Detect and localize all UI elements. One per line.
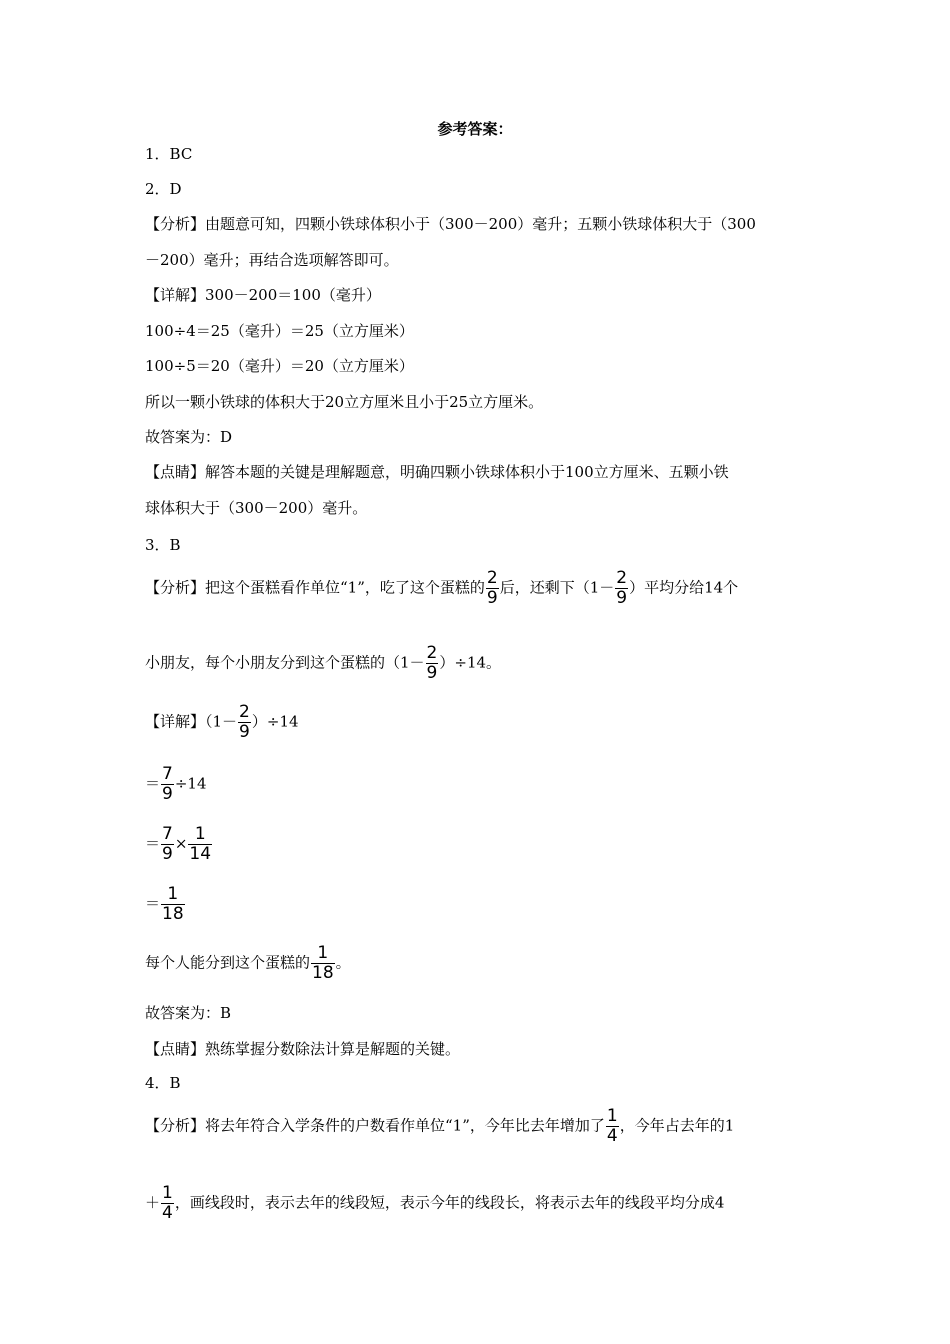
q2-analysis-line1: 【分析】由题意可知，四颗小铁球体积小于（300－200）毫升；五颗小铁球体积大于（300 [145, 215, 756, 233]
fraction-numerator: 1 [188, 825, 212, 845]
fraction-denominator: 4 [606, 1126, 618, 1146]
fraction-one-quarter [161, 1184, 174, 1223]
q3-analysis-text-c: ）平均分给14个 [629, 578, 739, 597]
q3-detail-text-a: 【详解】（1－ [145, 712, 238, 731]
q3-conclusion: 故答案为：B [145, 1004, 232, 1022]
q3-line2-text-b: ）÷14。 [439, 653, 502, 672]
fraction-one-quarter [606, 1107, 619, 1146]
fraction-denominator: 18 [162, 904, 184, 924]
q2-analysis-line2: －200）毫升；再结合选项解答即可。 [145, 251, 399, 269]
fraction-numerator: 1 [606, 1106, 618, 1126]
q2-tip-line1: 【点睛】解答本题的关键是理解题意，明确四颗小铁球体积小于100立方厘米、五颗小铁 [145, 463, 729, 481]
fraction-two-ninths [238, 703, 251, 742]
fraction-seven-ninths [161, 825, 174, 864]
fraction-denominator: 9 [162, 844, 173, 864]
q3-tip: 【点睛】熟练掌握分数除法计算是解题的关键。 [145, 1040, 461, 1058]
q2-tip-line2: 球体积大于（300－200）毫升。 [145, 499, 368, 517]
page-title: 参考答案： [437, 120, 513, 138]
q4-analysis-line2 [145, 1184, 724, 1223]
q3-result-text-a: 每个人能分到这个蛋糕的 [145, 953, 311, 972]
q3-result [145, 944, 351, 983]
q4-analysis-line1 [145, 1107, 734, 1146]
fraction-numerator: 7 [162, 824, 173, 844]
fraction-numerator: 2 [426, 643, 438, 663]
fraction-denominator: 9 [239, 722, 250, 742]
q3-analysis-text-b: 后，还剩下（1－ [499, 578, 615, 597]
q3-analysis-line2 [145, 644, 501, 683]
fraction-denominator: 4 [162, 1203, 173, 1223]
q4-analysis-text-a: 【分析】将去年符合入学条件的户数看作单位“1”，今年比去年增加了 [145, 1116, 605, 1135]
equals-sign: ＝ [145, 834, 161, 853]
fraction-seven-ninths [161, 765, 174, 804]
fraction-denominator: 9 [486, 588, 498, 608]
q4-line2-text-a: ＋ [145, 1193, 161, 1212]
q2-detail-line4: 所以一颗小铁球的体积大于20立方厘米且小于25立方厘米。 [145, 393, 544, 411]
q1-answer: 1．BC [145, 145, 193, 163]
fraction-two-ninths [486, 569, 499, 608]
q3-step1 [145, 765, 207, 804]
q4-line2-text-b: ，画线段时，表示去年的线段短，表示今年的线段长，将表示去年的线段平均分成4 [174, 1193, 725, 1212]
q4-answer: 4．B [145, 1074, 181, 1092]
fraction-denominator: 9 [426, 663, 438, 683]
fraction-two-ninths [426, 644, 439, 683]
fraction-numerator: 7 [162, 764, 173, 784]
q3-step3 [145, 885, 186, 924]
fraction-one-eighteenth [161, 885, 185, 924]
q3-analysis-line1 [145, 569, 738, 608]
fraction-denominator: 9 [162, 784, 173, 804]
q4-analysis-text-b: ，今年占去年的1 [619, 1116, 735, 1135]
equals-sign: ＝ [145, 894, 161, 913]
q2-conclusion: 故答案为：D [145, 428, 233, 446]
q3-detail-text-b: ）÷14 [251, 712, 299, 731]
fraction-denominator: 14 [189, 844, 212, 864]
fraction-one-eighteenth [311, 944, 335, 983]
q2-detail-line1: 【详解】300－200＝100（毫升） [145, 286, 381, 304]
q3-step1-tail: ÷14 [174, 774, 207, 793]
q3-line2-text-a: 小朋友，每个小朋友分到这个蛋糕的（1－ [145, 653, 425, 672]
q3-result-text-b: 。 [335, 953, 351, 972]
fraction-numerator: 1 [311, 944, 335, 964]
fraction-numerator: 2 [239, 702, 250, 722]
fraction-numerator: 2 [616, 568, 628, 588]
q3-analysis-text-a: 【分析】把这个蛋糕看作单位“1”，吃了这个蛋糕的 [145, 578, 485, 597]
fraction-one-fourteenth [188, 825, 212, 864]
fraction-numerator: 1 [162, 1183, 173, 1203]
fraction-denominator: 18 [312, 963, 334, 983]
q2-detail-line3: 100÷5＝20（毫升）＝20（立方厘米） [145, 357, 414, 375]
fraction-numerator: 1 [161, 885, 185, 905]
times-sign: × [174, 834, 188, 853]
q2-detail-line2: 100÷4＝25（毫升）＝25（立方厘米） [145, 322, 414, 340]
fraction-two-ninths [615, 569, 628, 608]
fraction-numerator: 2 [486, 568, 498, 588]
q3-detail-line [145, 703, 299, 742]
q2-answer: 2．D [145, 180, 182, 198]
q3-step2 [145, 825, 213, 864]
fraction-denominator: 9 [616, 588, 628, 608]
equals-sign: ＝ [145, 774, 161, 793]
q3-answer: 3．B [145, 536, 181, 554]
